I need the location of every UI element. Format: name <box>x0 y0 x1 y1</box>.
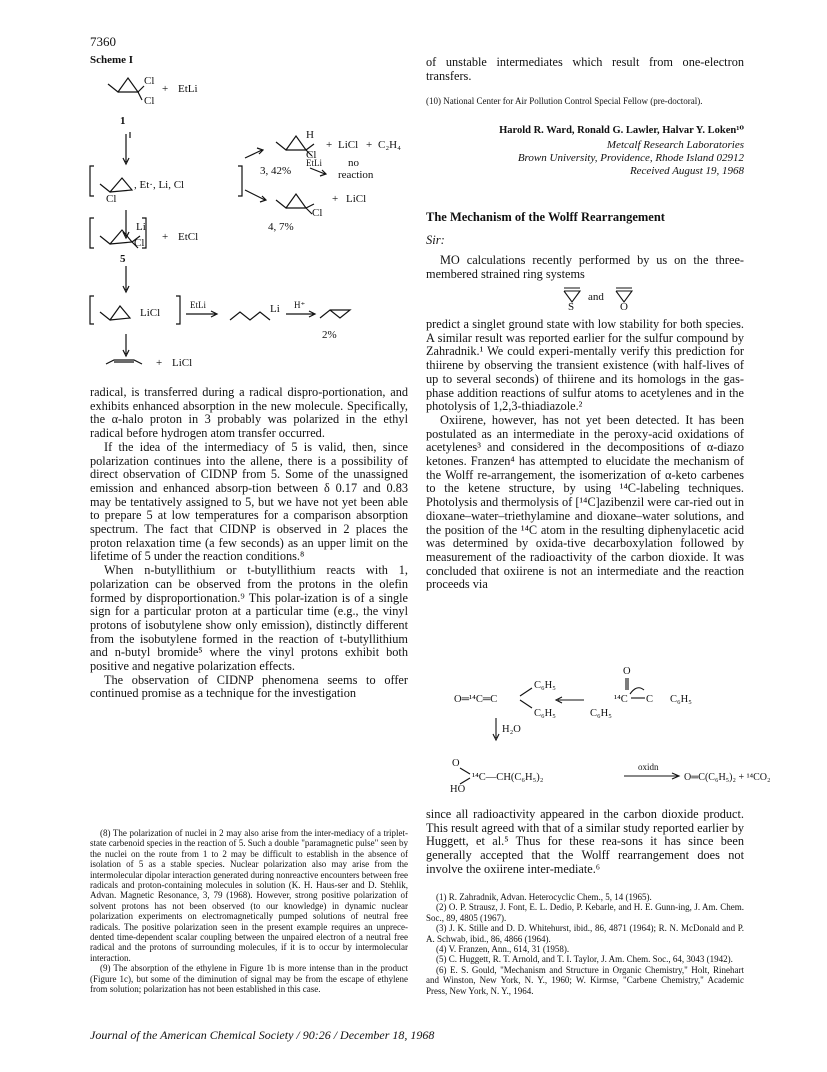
reference-6: (6) E. S. Gould, "Mechanism and Structure in Organic Chemistry," Holt, Rinehart and Winston, New York, N. Y., 1960; W. Kirmse, "Carbene Chemistry," Academic Press, New York, N. Y., 1964. <box>426 964 744 996</box>
plus-sign-2: + <box>326 139 333 151</box>
footnote-10: (10) National Center for Air Pollution Control Special Fellow (pre-doctoral). <box>426 96 703 106</box>
compound-4-label: 4, 7% <box>268 221 294 233</box>
right-intro-text: of unstable intermediates which result from one-electron transfers. <box>426 55 744 83</box>
carbene-c6h5-left: C₆H₅ <box>590 708 612 719</box>
left-paragraph-4: The observation of CIDNP phenomena seems to offer continued promise as a technique for the investigation <box>90 672 408 701</box>
wolff-reaction-scheme <box>450 664 770 804</box>
right-paragraph-4-text: since all radioactivity appeared in the carbon dioxide product. This result agreed with that of a similar study reported earlier by Huggett, et al.⁵ Thus for these rea-sons it has since been generally accepted that the Wolff rearrangement does not involve the oxiirene inter-mediate.⁶ <box>426 807 744 876</box>
plus-sign-6: + <box>156 357 163 369</box>
water-label: H₂O <box>502 724 521 735</box>
licl-label-2: LiCl <box>346 193 367 205</box>
oxiirene-o-label: O <box>620 301 628 312</box>
reference-4: (4) V. Franzen, Ann., 614, 31 (1958). <box>436 944 570 955</box>
authors: Harold R. Ward, Ronald G. Lawler, Halvar Y. Loken¹⁰ <box>499 125 744 136</box>
affiliation-line-1: Metcalf Research Laboratories <box>606 139 744 151</box>
right-intro <box>426 56 744 83</box>
affiliation-line-2: Brown University, Providence, Rhode Island 02912 <box>517 152 744 164</box>
references <box>426 892 744 996</box>
percent-2-label: 2% <box>322 329 337 341</box>
reference-3: (3) J. K. Stille and D. D. Whitehurst, ibid., 86, 4871 (1964); R. N. McDonald and P. A. Schwab, ibid., 86, 4866 (1964). <box>426 923 744 944</box>
and-label: and <box>588 291 604 303</box>
reference-5: (5) C. Huggett, R. T. Arnold, and T. I. Taylor, J. Am. Chem. Soc., 64, 3043 (1942). <box>436 954 733 965</box>
left-footnotes <box>90 828 408 995</box>
radical-pair-label: , Et·, Li, Cl <box>134 179 185 191</box>
cl-label-6: Cl <box>134 237 145 249</box>
right-paragraph-1-text: MO calculations recently performed by us on the three-membered strained ring systems <box>426 253 744 281</box>
no-reaction-label-2: reaction <box>338 169 374 181</box>
oxidn-label: oxidn <box>638 762 659 772</box>
plus-sign-5: + <box>162 231 169 243</box>
carbene-c14-label: ¹⁴C <box>614 694 628 705</box>
left-paragraph-3: When n-butyllithium or t-butyllithium reacts with 1, polarization can be observed from the protons in the olefin formed by disproportionation.⁹ This polar-ization is of a single sign for a particular proton at a particular time (e.g., the vinyl protons of isobutylene show only emission), distinctly different from the isobutylene formed in the reaction of t-butyllithium and n-butyl bromide⁵ where the vinyl protons exhibit both positive and negative polarization effects. <box>90 563 408 674</box>
left-paragraph-2: If the idea of the intermediacy of 5 is valid, then, since polarization continues into the allene, there is a possibility of direct observation of CIDNP from 5. Some of the unassigned emission and enhanced absorp-tion between δ 0.17 and 0.83 may be tentatively assigned to 5, but we have not yet been able to prepare 5 at low temperatures for a comparison absorption spectrum. The fact that CIDNP is observed in 2 places the proton relaxation time (a few seconds) as an upper limit on the lifetime of 5 under the reaction conditions.⁸ <box>90 439 408 564</box>
compound-3-label: 3, 42% <box>260 165 292 177</box>
li-label-2: Li <box>270 303 280 315</box>
carbene-c-label: C <box>646 694 654 705</box>
article-title: The Mechanism of the Wolff Rearrangement <box>426 210 665 224</box>
compound-1-label: 1 <box>120 115 126 127</box>
left-paragraph-1: radical, is transferred during a radical dispro-portionation, and exhibits enhanced absorption in the new molecule. Specifically, the α-halo proton in 3 probably was polarized in the ethyl radical before hydrogen atom transfer occurred. <box>90 385 408 441</box>
ring-structures <box>560 284 650 312</box>
right-paragraph-4 <box>426 808 744 877</box>
left-column-body <box>90 386 408 701</box>
cl-label-4: Cl <box>306 149 317 161</box>
ketene-c6h5-bottom: C₆H₅ <box>534 708 556 719</box>
products-label: O═C(C₆H₅)₂ + ¹⁴CO₂ <box>684 772 770 783</box>
carbene-o-label: O <box>623 666 631 677</box>
plus-sign-3: + <box>366 139 373 151</box>
etli-label-2: EtLi <box>306 158 322 168</box>
h-label: H <box>306 129 314 141</box>
reference-1: (1) R. Zahradnik, Advan. Heterocyclic Chem., 5, 14 (1965). <box>436 892 652 902</box>
journal-footer: Journal of the American Chemical Society / 90:26 / December 18, 1968 <box>90 1028 435 1042</box>
cl-label-5: Cl <box>312 207 323 219</box>
etcl-label: EtCl <box>178 231 199 243</box>
salutation: Sir: <box>426 233 445 247</box>
licl-inner-label: LiCl <box>140 307 161 319</box>
right-paragraphs-2-3 <box>426 318 744 592</box>
scheme-diagram <box>80 62 415 374</box>
plus-sign-1: + <box>162 83 169 95</box>
acid-label: ¹⁴C—CH(C₆H₅)₂ <box>472 772 544 783</box>
right-paragraph-2: predict a singlet ground state with low stability for both species. A similar result was reported earlier for the sulfur compound by Zahradnik.¹ We could experi-mentally verify this prediction for thiirene by observing the transient existence (with half-lives of up to several seconds) of thiirene and its homologs in the gas-phase addition reactions of sulfur atoms to acetylenes and in the photolysis of 1,2,3-thiadiazole.² <box>426 317 744 414</box>
footnote-8: (8) The polarization of nuclei in 2 may also arise from the inter-mediacy of a triplet-state carbenoid species in the reaction of 5. Such a double "paramagnetic pulse" seen by the nuclei on the route from 1 to 2 may be difficult to establish in the absence of isolation of 5 as a stable species. Nuclear polarization also may arise from the intermolecular dipolar interaction generated during nonreactive encounters between free radicals and proton-containing molecules in solution (K. H. Haus-ser and D. Stehlik, Advan. Magnetic Resonance, 3, 79 (1968). However, strong positive polarization of solvent protons has not been observed (to our knowledge) in dynamic nuclear polarization experiments on electromagnetically pumped solutions of neutral free radicals. The positive polarization seen in the present example requires an unprece-dented time-dependent scalar coupling between the unpaired electron of a neutral free radical and the protons of surrounding molecules, if it is to occur by intermolecular interaction. <box>90 828 408 963</box>
acid-ho-label: HO <box>450 784 466 795</box>
etli-label-1: EtLi <box>178 83 198 95</box>
footnote-9: (9) The absorption of the ethylene in Figure 1b is more intense than in the product (Figure 1c), but some of the diminution of signal may be from the escape of ethylene from solution; polarization has not been established in this case. <box>90 963 408 995</box>
c2h4-label: C₂H₄ <box>378 139 401 151</box>
plus-sign-4: + <box>332 193 339 205</box>
cl-label-2: Cl <box>144 95 155 107</box>
scheme-title: Scheme I <box>90 54 134 66</box>
reference-2: (2) O. P. Strausz, J. Font, E. L. Dedio, P. Kebarle, and H. E. Gunn-ing, J. Am. Chem. Soc., 89, 4805 (1967). <box>426 902 744 923</box>
cl-label-3: Cl <box>106 193 117 205</box>
ketene-label: O═¹⁴C═C <box>454 694 498 705</box>
acid-o-label: O <box>452 758 460 769</box>
hplus-label: H⁺ <box>294 300 306 310</box>
ketene-c6h5-top: C₆H₅ <box>534 680 556 691</box>
li-label-1: Li <box>136 221 146 233</box>
licl-label-3: LiCl <box>172 357 193 369</box>
affiliation <box>426 139 744 178</box>
right-paragraph-3: Oxiirene, however, has not yet been detected. It has been postulated as an intermediate in the peroxy-acid oxidations of acetylenes³ and considered in the decompositions of α-diazo ketones. Franzen⁴ has attempted to elucidate the mechanism of the Wolff re-arrangement, the isomerization of α-keto carbenes to the ketene structure, by using ¹⁴C-labeling techniques. Photolysis and thermolysis of [¹⁴C]azibenzil were car-ried out in dioxane–water–triethylamine and dioxane–water solutions, and the position of the ¹⁴C atom in the resulting diphenylacetic acid was determined by oxida-tive decarboxylation followed by measurement of the radioactivity of the carbon dioxide. It was concluded that oxiirene is not an intermediate and the reaction proceeds via <box>426 412 744 592</box>
thiirene-s-label: S <box>568 301 575 312</box>
page-number: 7360 <box>90 34 116 49</box>
cl-label-1: Cl <box>144 75 155 87</box>
right-paragraph-1 <box>426 254 744 281</box>
etli-label-3: EtLi <box>190 300 206 310</box>
licl-label-1: LiCl <box>338 139 359 151</box>
no-reaction-label-1: no <box>348 157 359 169</box>
compound-5-label: 5 <box>120 253 126 265</box>
carbene-c6h5-right: C₆H₅ <box>670 694 692 705</box>
received-date: Received August 19, 1968 <box>629 165 744 177</box>
